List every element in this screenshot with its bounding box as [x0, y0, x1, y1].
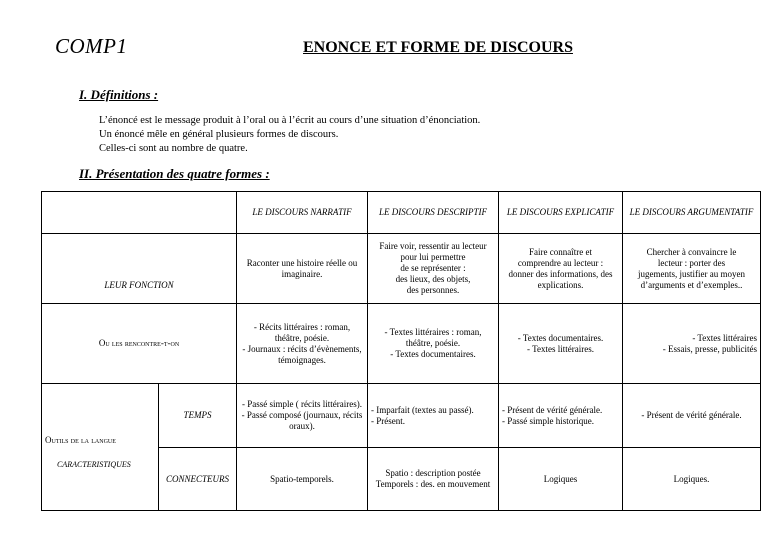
- row-label-rencontre: Ou les rencontre-t-on: [42, 304, 237, 384]
- cell-line: jugements, justifier au moyen: [638, 268, 745, 279]
- cell-line: oraux).: [289, 421, 315, 431]
- document-title: ENONCE ET FORME DE DISCOURS: [303, 39, 573, 56]
- table-cell: [499, 234, 623, 304]
- table-cell: [623, 234, 761, 304]
- table-header-row: [42, 192, 761, 234]
- cell-line: Temporels : des. en mouvement: [375, 479, 491, 489]
- table-cell: [368, 234, 499, 304]
- cell-line: pour lui permettre: [400, 252, 466, 262]
- cell-line: Chercher à convaincre le: [646, 246, 737, 257]
- cell-line: Faire connaître et: [529, 246, 592, 257]
- cell-line: - Textes littéraires.: [527, 343, 594, 354]
- cell-line: - Récits littéraires : roman,: [253, 321, 351, 332]
- column-header-explicatif: LE DISCOURS EXPLICATIF: [499, 192, 623, 234]
- table-cell: [368, 304, 499, 384]
- cell-line: Spatio : description postée: [385, 468, 481, 478]
- cell-line: - Passé simple historique.: [502, 415, 594, 426]
- table-cell: [499, 304, 623, 384]
- column-header-descriptif: LE DISCOURS DESCRIPTIF: [368, 192, 499, 234]
- cell-line: - Textes littéraires: [692, 332, 757, 343]
- sublabel-connecteurs: CONNECTEURS: [159, 448, 237, 511]
- table-cell: [368, 384, 499, 448]
- cell-line: - Passé composé (journaux, récits: [241, 410, 363, 420]
- table-row-fonction: [42, 234, 761, 304]
- cell-line: comprendre au lecteur :: [517, 257, 604, 268]
- cell-line: témoignages.: [278, 354, 326, 365]
- definitions-text: [99, 114, 480, 156]
- sublabel-temps: TEMPS: [159, 384, 237, 448]
- table-cell: [368, 448, 499, 511]
- cell-line: Raconter une histoire réelle ou: [246, 257, 358, 268]
- cell-line: des personnes.: [406, 285, 460, 295]
- definition-line: L’énoncé est le message produit à l’oral ou à l’écrit au cours d’une situation d’énonciation.: [99, 115, 481, 126]
- table-row-temps: [42, 384, 761, 448]
- cell-line: - Textes documentaires.: [390, 349, 476, 359]
- cell-line: donner des informations, des: [508, 268, 613, 279]
- column-header-argumentatif: LE DISCOURS ARGUMENTATIF: [623, 192, 761, 234]
- section-heading-presentation: II. Présentation des quatre formes :: [79, 166, 270, 181]
- cell-line: - Essais, presse, publicités: [662, 343, 757, 354]
- cell-line: d’arguments et d’exemples..: [640, 279, 743, 290]
- cell-line: explications.: [537, 279, 584, 290]
- table-cell: [237, 384, 368, 448]
- table-cell: [623, 448, 761, 511]
- table-cell: [237, 234, 368, 304]
- section-heading-definitions: I. Définitions :: [79, 87, 159, 102]
- caracteristiques-label: CARACTERISTIQUES: [57, 459, 131, 469]
- table-cell: [623, 384, 761, 448]
- cell-line: - Textes documentaires.: [517, 332, 604, 343]
- definition-line: Celles-ci sont au nombre de quatre.: [99, 143, 248, 154]
- row-label-fonction: LEUR FONCTION: [42, 234, 237, 304]
- table-corner-cell: [42, 192, 237, 234]
- cell-line: - Journaux : récits d’évènements,: [242, 343, 362, 354]
- table-cell: [237, 448, 368, 511]
- cell-line: des lieux, des objets,: [395, 274, 471, 284]
- cell-line: - Présent de vérité générale.: [641, 410, 742, 420]
- table-cell: [499, 384, 623, 448]
- cell-line: lecteur : porter des: [657, 257, 726, 268]
- discourse-forms-table: [41, 191, 761, 511]
- row-label-outils: [42, 384, 159, 511]
- definition-line: Un énoncé mêle en général plusieurs formes de discours.: [99, 129, 339, 140]
- cell-line: - Imparfait (textes au passé).: [371, 404, 474, 415]
- cell-line: Logiques: [543, 473, 578, 484]
- cell-line: imaginaire.: [281, 268, 323, 279]
- table-row-rencontre: [42, 304, 761, 384]
- cell-line: - Passé simple ( récits littéraires).: [242, 399, 362, 409]
- column-header-narratif: LE DISCOURS NARRATIF: [237, 192, 368, 234]
- table-cell: [499, 448, 623, 511]
- table-cell: [237, 304, 368, 384]
- cell-line: - Présent.: [371, 415, 405, 426]
- table-cell: [623, 304, 761, 384]
- cell-line: Faire voir, ressentir au lecteur: [379, 241, 487, 251]
- cell-line: - Textes littéraires : roman,: [384, 327, 482, 337]
- cell-line: Spatio-temporels.: [270, 473, 334, 484]
- document-code: COMP1: [55, 34, 128, 58]
- cell-line: de se représenter :: [400, 263, 466, 273]
- cell-line: théâtre, poésie.: [274, 332, 330, 343]
- outils-label: Outils de la langue: [45, 434, 116, 445]
- cell-line: - Présent de vérité générale.: [502, 404, 603, 415]
- cell-line: Logiques.: [673, 473, 710, 484]
- cell-line: théâtre, poésie.: [405, 338, 461, 348]
